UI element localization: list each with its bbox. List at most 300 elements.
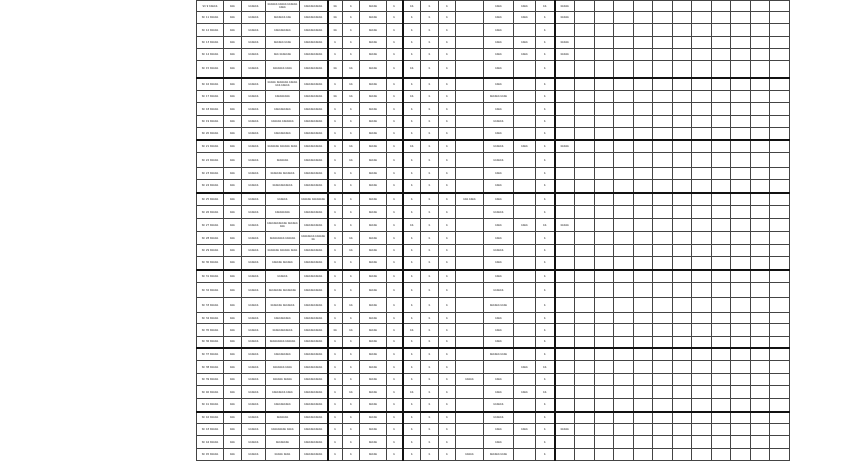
table-cell[interactable]	[514, 412, 536, 424]
table-cell[interactable]	[575, 168, 595, 180]
table-cell[interactable]	[653, 24, 673, 37]
table-cell[interactable]: bbbbb	[360, 24, 387, 37]
table-cell[interactable]: bbbbbbbbb	[266, 91, 300, 103]
table-cell[interactable]: bbbbbb bbbbbbb	[266, 116, 300, 128]
table-cell[interactable]	[594, 313, 614, 324]
table-cell[interactable]	[633, 361, 653, 374]
table-cell[interactable]: bbb	[224, 1, 242, 12]
table-cell[interactable]	[731, 1, 751, 12]
table-cell[interactable]	[770, 168, 790, 180]
table-cell[interactable]	[750, 399, 770, 412]
table-cell[interactable]	[614, 412, 634, 424]
table-cell[interactable]	[770, 91, 790, 103]
table-cell[interactable]	[770, 324, 790, 337]
table-cell[interactable]	[692, 399, 712, 412]
table-cell[interactable]: bbbb	[514, 12, 536, 24]
table-cell[interactable]	[633, 386, 653, 399]
table-cell[interactable]	[672, 153, 692, 168]
table-cell[interactable]: b	[439, 193, 456, 206]
table-cell[interactable]: b	[536, 91, 555, 103]
table-cell[interactable]: b	[387, 116, 403, 128]
table-cell[interactable]: bbbbbbbbbbb	[300, 49, 328, 61]
table-cell[interactable]: bbbbbb bbbbb	[266, 374, 300, 386]
table-cell[interactable]	[614, 386, 634, 399]
table-cell[interactable]	[750, 168, 770, 180]
table-cell[interactable]: b	[343, 412, 360, 424]
table-cell[interactable]	[731, 140, 751, 153]
table-cell[interactable]: b	[387, 91, 403, 103]
table-cell[interactable]	[456, 91, 484, 103]
table-cell[interactable]	[456, 153, 484, 168]
table-cell[interactable]	[456, 337, 484, 348]
table-cell[interactable]: b	[439, 219, 456, 232]
table-cell[interactable]	[614, 180, 634, 193]
table-cell[interactable]: bbbbbb	[484, 283, 514, 298]
table-cell[interactable]: bbb	[224, 193, 242, 206]
table-cell[interactable]: bbbb	[514, 1, 536, 12]
table-cell[interactable]	[514, 24, 536, 37]
table-cell[interactable]	[692, 245, 712, 257]
table-cell[interactable]	[594, 168, 614, 180]
table-cell[interactable]	[750, 91, 770, 103]
table-cell[interactable]: b	[328, 283, 343, 298]
table-cell[interactable]: bbbbbb	[242, 12, 266, 24]
table-cell[interactable]	[731, 49, 751, 61]
table-cell[interactable]: b	[387, 436, 403, 449]
table-cell[interactable]: bbbbbb	[242, 283, 266, 298]
table-cell[interactable]	[614, 337, 634, 348]
table-cell[interactable]	[653, 298, 673, 313]
table-cell[interactable]: bbbbbb	[242, 298, 266, 313]
table-cell[interactable]: bbbb	[484, 232, 514, 245]
table-cell[interactable]: b	[387, 1, 403, 12]
table-cell[interactable]: bbbbbb	[266, 270, 300, 283]
table-cell[interactable]: bbbbbb	[242, 219, 266, 232]
table-cell[interactable]: Sh 29 Kbbbb	[197, 245, 224, 257]
table-cell[interactable]: bbbbb	[555, 12, 575, 24]
table-cell[interactable]	[653, 103, 673, 116]
table-cell[interactable]: bbbbbb	[484, 206, 514, 219]
table-cell[interactable]	[633, 337, 653, 348]
table-cell[interactable]	[456, 386, 484, 399]
table-cell[interactable]	[692, 1, 712, 12]
table-cell[interactable]	[672, 37, 692, 49]
table-cell[interactable]	[731, 193, 751, 206]
table-cell[interactable]	[750, 116, 770, 128]
table-cell[interactable]	[731, 298, 751, 313]
table-cell[interactable]: bbb	[224, 49, 242, 61]
table-cell[interactable]: b	[328, 219, 343, 232]
table-cell[interactable]: bbbbb	[360, 232, 387, 245]
table-cell[interactable]: bbbbbbbbbbb	[300, 91, 328, 103]
table-cell[interactable]	[711, 361, 731, 374]
table-cell[interactable]	[614, 374, 634, 386]
table-cell[interactable]: b	[439, 412, 456, 424]
table-cell[interactable]: Sh 31 Kbbbb	[197, 270, 224, 283]
table-cell[interactable]	[633, 128, 653, 140]
table-cell[interactable]	[594, 386, 614, 399]
table-cell[interactable]: b	[421, 348, 439, 361]
table-cell[interactable]	[594, 103, 614, 116]
table-cell[interactable]: bbb	[224, 257, 242, 270]
table-cell[interactable]: Sh 14 Kbbbb	[197, 49, 224, 61]
table-cell[interactable]	[555, 257, 575, 270]
table-cell[interactable]: b	[439, 61, 456, 78]
table-cell[interactable]	[692, 49, 712, 61]
table-cell[interactable]: bb	[343, 245, 360, 257]
table-cell[interactable]	[456, 283, 484, 298]
table-cell[interactable]	[456, 245, 484, 257]
table-cell[interactable]: bbbbb	[360, 399, 387, 412]
table-cell[interactable]: b	[343, 116, 360, 128]
table-cell[interactable]: b	[421, 257, 439, 270]
table-cell[interactable]: b	[387, 313, 403, 324]
table-cell[interactable]: bbbbb	[555, 424, 575, 436]
table-cell[interactable]	[614, 61, 634, 78]
table-cell[interactable]	[711, 399, 731, 412]
table-cell[interactable]: bbb	[224, 128, 242, 140]
table-cell[interactable]: b	[328, 116, 343, 128]
table-cell[interactable]	[711, 116, 731, 128]
table-cell[interactable]	[750, 24, 770, 37]
table-cell[interactable]: b	[421, 37, 439, 49]
table-cell[interactable]: bbb	[224, 140, 242, 153]
table-cell[interactable]	[653, 412, 673, 424]
table-cell[interactable]	[770, 61, 790, 78]
table-cell[interactable]: b	[536, 49, 555, 61]
table-cell[interactable]	[594, 245, 614, 257]
table-cell[interactable]	[653, 361, 673, 374]
table-cell[interactable]	[672, 193, 692, 206]
table-cell[interactable]	[633, 91, 653, 103]
table-cell[interactable]: b	[421, 12, 439, 24]
table-cell[interactable]	[750, 412, 770, 424]
table-cell[interactable]: b	[343, 374, 360, 386]
table-cell[interactable]: b	[421, 1, 439, 12]
table-cell[interactable]	[711, 37, 731, 49]
table-cell[interactable]	[653, 168, 673, 180]
table-cell[interactable]: b	[439, 103, 456, 116]
table-cell[interactable]: b	[439, 449, 456, 461]
table-cell[interactable]: b	[536, 193, 555, 206]
table-cell[interactable]: b	[439, 245, 456, 257]
table-cell[interactable]	[555, 449, 575, 461]
table-cell[interactable]: b	[439, 24, 456, 37]
table-cell[interactable]: bb	[536, 361, 555, 374]
table-cell[interactable]	[514, 128, 536, 140]
table-cell[interactable]	[711, 219, 731, 232]
table-cell[interactable]: bbbb	[484, 180, 514, 193]
table-cell[interactable]: b	[536, 257, 555, 270]
table-cell[interactable]: bbbbbbbbbbb	[300, 1, 328, 12]
table-cell[interactable]	[575, 348, 595, 361]
table-cell[interactable]: bbbbbbb bbbbbb bbbb	[266, 245, 300, 257]
table-cell[interactable]: bbbbbbbbbbb	[300, 374, 328, 386]
table-cell[interactable]	[575, 270, 595, 283]
table-cell[interactable]	[692, 24, 712, 37]
table-cell[interactable]: b	[403, 206, 421, 219]
table-cell[interactable]	[711, 180, 731, 193]
table-cell[interactable]	[653, 116, 673, 128]
table-cell[interactable]	[770, 116, 790, 128]
table-cell[interactable]	[770, 49, 790, 61]
table-cell[interactable]: bb	[328, 61, 343, 78]
table-cell[interactable]	[653, 348, 673, 361]
table-cell[interactable]: bbbbb	[360, 1, 387, 12]
table-cell[interactable]	[555, 232, 575, 245]
table-cell[interactable]: bbbbbbb	[266, 412, 300, 424]
table-cell[interactable]: bbbbb	[360, 348, 387, 361]
table-cell[interactable]: b	[328, 37, 343, 49]
table-cell[interactable]: bbbb	[514, 49, 536, 61]
table-cell[interactable]	[731, 91, 751, 103]
table-cell[interactable]: b	[403, 245, 421, 257]
table-cell[interactable]	[575, 1, 595, 12]
table-cell[interactable]: bbbbb	[360, 283, 387, 298]
table-cell[interactable]: b	[328, 412, 343, 424]
table-cell[interactable]: b	[343, 193, 360, 206]
table-cell[interactable]: b	[536, 206, 555, 219]
table-cell[interactable]: bbbbbb	[242, 337, 266, 348]
table-cell[interactable]: bbbbbb	[242, 61, 266, 78]
table-cell[interactable]	[594, 140, 614, 153]
table-cell[interactable]	[555, 78, 575, 91]
table-cell[interactable]	[731, 116, 751, 128]
table-cell[interactable]	[770, 140, 790, 153]
table-cell[interactable]: Sh 38 Kbbbb	[197, 361, 224, 374]
table-cell[interactable]	[750, 61, 770, 78]
table-cell[interactable]: b	[421, 337, 439, 348]
table-cell[interactable]	[633, 103, 653, 116]
table-cell[interactable]: bb	[343, 153, 360, 168]
table-cell[interactable]	[575, 206, 595, 219]
table-cell[interactable]: bbbb	[484, 270, 514, 283]
table-cell[interactable]	[672, 283, 692, 298]
table-cell[interactable]: bb	[343, 386, 360, 399]
table-cell[interactable]	[770, 270, 790, 283]
table-cell[interactable]	[456, 298, 484, 313]
table-cell[interactable]	[633, 206, 653, 219]
table-cell[interactable]: bbbbbbbb bbbbbbbb	[300, 232, 328, 245]
table-cell[interactable]	[514, 103, 536, 116]
table-cell[interactable]: bbbb	[514, 140, 536, 153]
table-cell[interactable]	[770, 298, 790, 313]
table-cell[interactable]: b	[421, 128, 439, 140]
table-cell[interactable]: bbbbbbbbbbb	[300, 24, 328, 37]
table-cell[interactable]	[594, 37, 614, 49]
table-cell[interactable]: b	[439, 37, 456, 49]
table-cell[interactable]	[555, 168, 575, 180]
table-cell[interactable]: b	[439, 348, 456, 361]
table-cell[interactable]: b	[421, 219, 439, 232]
table-cell[interactable]	[750, 78, 770, 91]
table-cell[interactable]: bbbbbb	[484, 399, 514, 412]
table-cell[interactable]: bbbbbb	[242, 128, 266, 140]
table-cell[interactable]: b	[328, 153, 343, 168]
table-cell[interactable]: bbbbbb	[484, 140, 514, 153]
table-cell[interactable]: bbbbbbb bbbb	[266, 61, 300, 78]
table-cell[interactable]	[711, 313, 731, 324]
table-cell[interactable]: bbbbbb bbbbbbbb	[300, 193, 328, 206]
table-cell[interactable]: bbbbbb	[242, 424, 266, 436]
table-cell[interactable]: bbbbbbbb	[266, 436, 300, 449]
table-cell[interactable]: b	[439, 436, 456, 449]
table-cell[interactable]	[514, 399, 536, 412]
table-cell[interactable]	[575, 361, 595, 374]
table-cell[interactable]: b	[403, 361, 421, 374]
table-cell[interactable]: bb	[343, 324, 360, 337]
table-cell[interactable]: b	[403, 153, 421, 168]
table-cell[interactable]: b	[536, 12, 555, 24]
table-cell[interactable]: bbbbb	[360, 206, 387, 219]
table-cell[interactable]: b	[439, 399, 456, 412]
table-cell[interactable]	[633, 180, 653, 193]
table-cell[interactable]: bbbbbbbbbb	[266, 128, 300, 140]
table-cell[interactable]	[594, 348, 614, 361]
table-cell[interactable]	[711, 140, 731, 153]
table-cell[interactable]: bbbbb	[555, 37, 575, 49]
table-cell[interactable]	[770, 219, 790, 232]
table-cell[interactable]	[594, 78, 614, 91]
table-cell[interactable]: bbbbb	[360, 153, 387, 168]
table-cell[interactable]: b	[343, 219, 360, 232]
table-cell[interactable]	[456, 1, 484, 12]
table-cell[interactable]	[456, 232, 484, 245]
table-cell[interactable]: bbbb	[484, 49, 514, 61]
table-cell[interactable]: bb	[403, 91, 421, 103]
table-cell[interactable]: b	[328, 193, 343, 206]
table-cell[interactable]: b	[387, 168, 403, 180]
table-cell[interactable]: bbbbb	[360, 37, 387, 49]
table-cell[interactable]	[555, 61, 575, 78]
table-cell[interactable]: b	[421, 116, 439, 128]
table-cell[interactable]: bbbbbb bbbb	[484, 91, 514, 103]
table-cell[interactable]	[575, 298, 595, 313]
table-cell[interactable]	[692, 12, 712, 24]
table-cell[interactable]	[653, 61, 673, 78]
table-cell[interactable]: b	[343, 49, 360, 61]
table-cell[interactable]: bbb bbbb	[456, 193, 484, 206]
table-cell[interactable]	[456, 219, 484, 232]
table-cell[interactable]: Sh 27 Kbbbb	[197, 219, 224, 232]
table-cell[interactable]	[633, 219, 653, 232]
table-cell[interactable]	[750, 103, 770, 116]
table-cell[interactable]: bbbb	[484, 12, 514, 24]
table-cell[interactable]: bbbbbbb bbb	[266, 12, 300, 24]
table-cell[interactable]	[456, 116, 484, 128]
table-cell[interactable]: bbbbb bbbb	[266, 449, 300, 461]
table-cell[interactable]: b	[439, 361, 456, 374]
table-cell[interactable]: bbbb	[514, 386, 536, 399]
table-cell[interactable]: b	[439, 116, 456, 128]
table-cell[interactable]: bbbbb	[360, 180, 387, 193]
table-cell[interactable]: bbbbbb bbbb	[484, 348, 514, 361]
table-cell[interactable]	[692, 128, 712, 140]
table-cell[interactable]	[653, 91, 673, 103]
table-cell[interactable]: Sh 23 Kbbbb	[197, 168, 224, 180]
table-cell[interactable]	[456, 361, 484, 374]
table-cell[interactable]: Sh 26 Kbbbb	[197, 206, 224, 219]
table-cell[interactable]	[672, 61, 692, 78]
table-cell[interactable]: b	[343, 313, 360, 324]
table-cell[interactable]	[514, 168, 536, 180]
table-cell[interactable]: b	[421, 283, 439, 298]
table-cell[interactable]: bbbbbbbbbb	[266, 24, 300, 37]
table-cell[interactable]: b	[403, 270, 421, 283]
table-cell[interactable]	[711, 128, 731, 140]
table-cell[interactable]: bbbb	[484, 219, 514, 232]
table-cell[interactable]	[653, 78, 673, 91]
table-cell[interactable]	[770, 374, 790, 386]
table-cell[interactable]: bbbbbbbbbbb	[300, 449, 328, 461]
table-cell[interactable]	[692, 193, 712, 206]
table-cell[interactable]: b	[328, 436, 343, 449]
table-cell[interactable]	[750, 49, 770, 61]
table-cell[interactable]: Sh 33 Kbbbb	[197, 298, 224, 313]
table-cell[interactable]	[633, 298, 653, 313]
table-cell[interactable]: b	[439, 424, 456, 436]
table-cell[interactable]	[731, 245, 751, 257]
table-cell[interactable]	[514, 193, 536, 206]
table-cell[interactable]	[594, 24, 614, 37]
table-cell[interactable]	[731, 270, 751, 283]
table-cell[interactable]	[555, 348, 575, 361]
table-cell[interactable]: b	[536, 140, 555, 153]
table-cell[interactable]: bbbbbb	[242, 436, 266, 449]
table-cell[interactable]	[672, 116, 692, 128]
table-cell[interactable]: b	[328, 257, 343, 270]
table-cell[interactable]	[555, 91, 575, 103]
table-cell[interactable]: bbbbbb	[242, 324, 266, 337]
table-cell[interactable]	[555, 180, 575, 193]
table-cell[interactable]	[692, 361, 712, 374]
table-cell[interactable]	[456, 324, 484, 337]
table-cell[interactable]	[614, 91, 634, 103]
table-cell[interactable]	[731, 219, 751, 232]
table-cell[interactable]: b	[536, 436, 555, 449]
table-cell[interactable]: bbb	[224, 24, 242, 37]
table-cell[interactable]	[633, 412, 653, 424]
table-cell[interactable]: bbb	[224, 298, 242, 313]
table-cell[interactable]: b	[343, 449, 360, 461]
table-cell[interactable]: bbbbbb	[242, 232, 266, 245]
table-cell[interactable]: bbbbbbbbbbb	[300, 219, 328, 232]
table-cell[interactable]: Sh 9 Kbbbb	[197, 1, 224, 12]
table-cell[interactable]: bbbb	[484, 37, 514, 49]
table-cell[interactable]: b	[439, 206, 456, 219]
table-cell[interactable]	[731, 399, 751, 412]
table-cell[interactable]: Sh 15 Kbbbb	[197, 61, 224, 78]
table-cell[interactable]: bbbbb	[456, 374, 484, 386]
table-cell[interactable]: Sh 28 Kbbbb	[197, 232, 224, 245]
table-cell[interactable]: b	[536, 324, 555, 337]
table-cell[interactable]: Sh 43 Kbbbb	[197, 424, 224, 436]
table-cell[interactable]: Sh 36 Kbbbb	[197, 337, 224, 348]
table-cell[interactable]: bbbbbbbbbbb	[300, 324, 328, 337]
table-cell[interactable]	[770, 232, 790, 245]
table-cell[interactable]: b	[536, 424, 555, 436]
table-cell[interactable]	[653, 232, 673, 245]
table-cell[interactable]: bbbbbbbbbbb	[300, 61, 328, 78]
table-cell[interactable]	[633, 49, 653, 61]
table-cell[interactable]	[653, 374, 673, 386]
table-cell[interactable]: b	[536, 168, 555, 180]
table-cell[interactable]: bbbbb	[360, 270, 387, 283]
table-cell[interactable]	[672, 324, 692, 337]
table-cell[interactable]: bbbb	[514, 219, 536, 232]
table-cell[interactable]	[711, 386, 731, 399]
table-cell[interactable]	[456, 37, 484, 49]
